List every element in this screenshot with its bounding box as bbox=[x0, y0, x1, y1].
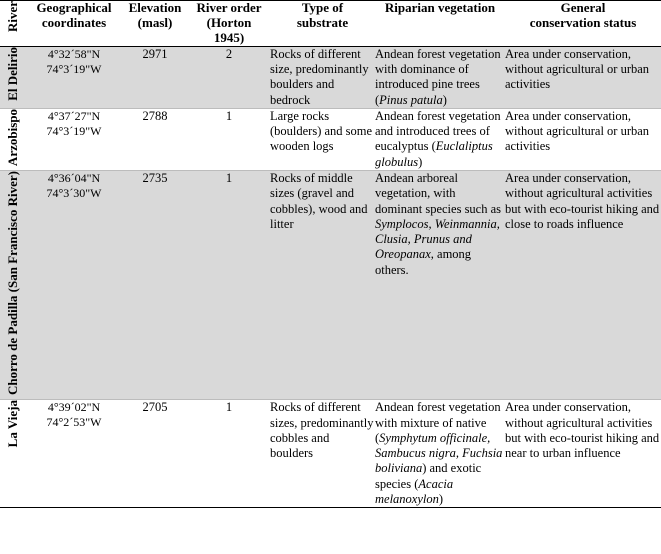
coordinate-latitude: 4°32´58"N bbox=[47, 46, 101, 61]
cell-vegetation bbox=[375, 46, 505, 108]
table-header bbox=[0, 1, 661, 47]
table-row bbox=[0, 46, 661, 108]
vegetation-text: Andean arboreal vegetation, with dominant species such as bbox=[375, 171, 502, 216]
column-header-river-label: River bbox=[4, 1, 20, 33]
column-header-substrate bbox=[270, 1, 375, 47]
column-header-coordinates-line2: coordinates bbox=[41, 14, 107, 30]
column-header-river-order-line1: River order bbox=[196, 0, 262, 15]
column-header-vegetation-label: Riparian vegetation bbox=[384, 0, 496, 15]
cell-river-order: 1 bbox=[188, 108, 270, 170]
table-body bbox=[0, 46, 661, 507]
vegetation-text-end: ) bbox=[418, 154, 423, 169]
table-row bbox=[0, 400, 661, 508]
vegetation-species-name: Symplocos, Weinmannia, Clusia, Prunus and Oreopanax bbox=[375, 216, 500, 262]
cell-vegetation bbox=[375, 171, 505, 400]
cell-vegetation bbox=[375, 108, 505, 170]
vegetation-text: Andean forest vegetation with mixture of native ( bbox=[375, 400, 501, 445]
cell-elevation: 2971 bbox=[122, 46, 188, 108]
column-header-river-order bbox=[188, 1, 270, 47]
vegetation-species-name: Pinus patula bbox=[379, 92, 443, 107]
cell-vegetation bbox=[375, 400, 505, 508]
table-row bbox=[0, 171, 661, 400]
river-name-label: Arzobispo bbox=[5, 108, 21, 166]
cell-substrate: Rocks of different sizes, predominantly cobbles and boulders bbox=[270, 400, 375, 508]
vegetation-species-name: Euclaliptus globulus bbox=[375, 139, 493, 169]
column-header-river-order-line2: (Horton bbox=[206, 14, 252, 30]
cell-substrate: Large rocks (boulders) and some wooden logs bbox=[270, 108, 375, 170]
column-header-coordinates-line1: Geographical bbox=[36, 0, 112, 15]
cell-substrate: Rocks of middle sizes (gravel and cobbles), wood and litter bbox=[270, 171, 375, 400]
vegetation-text-mid: ) and exotic species ( bbox=[375, 461, 482, 491]
river-name-label: El Delirio bbox=[5, 46, 21, 101]
cell-river-name bbox=[0, 171, 26, 400]
coordinate-longitude: 74°3´19"W bbox=[46, 61, 102, 76]
coordinate-latitude: 4°39´02"N bbox=[47, 400, 101, 415]
coordinate-longitude: 74°3´30"W bbox=[46, 186, 102, 201]
cell-river-order: 1 bbox=[188, 400, 270, 508]
cell-coordinates bbox=[26, 400, 122, 508]
cell-coordinates bbox=[26, 171, 122, 400]
cell-coordinates bbox=[26, 108, 122, 170]
cell-conservation-status: Area under conservation, without agricultural or urban activities bbox=[505, 108, 661, 170]
column-header-vegetation bbox=[375, 1, 505, 47]
vegetation-text-end: ) bbox=[438, 491, 444, 506]
column-header-river bbox=[0, 1, 26, 47]
cell-river-order: 1 bbox=[188, 171, 270, 400]
vegetation-species-name-2: Acacia melanoxylon bbox=[375, 476, 454, 506]
cell-substrate: Rocks of different size, predominantly boulders and bedrock bbox=[270, 46, 375, 108]
cell-elevation: 2735 bbox=[122, 171, 188, 400]
table-header-row bbox=[0, 1, 661, 47]
vegetation-text-end: ) bbox=[442, 92, 447, 107]
cell-coordinates bbox=[26, 46, 122, 108]
column-header-coordinates bbox=[26, 1, 122, 47]
cell-elevation: 2705 bbox=[122, 400, 188, 508]
column-header-conservation-status bbox=[505, 1, 661, 47]
column-header-elevation-line1: Elevation bbox=[128, 0, 182, 15]
column-header-substrate-line1: Type of bbox=[301, 0, 344, 15]
coordinate-latitude: 4°36´04"N bbox=[47, 171, 101, 186]
cell-river-order: 2 bbox=[188, 46, 270, 108]
cell-conservation-status: Area under conservation, without agricultural activities but with eco-tourist hiking and close to roads influence bbox=[505, 171, 661, 400]
river-name-label: La Vieja bbox=[5, 400, 21, 448]
river-name-label: Chorro de Padilla (San Francisco River) bbox=[5, 171, 21, 396]
cell-conservation-status: Area under conservation, without agricultural activities but with eco-tourist hiking and near to urban influence bbox=[505, 400, 661, 508]
column-header-elevation bbox=[122, 1, 188, 47]
cell-river-name bbox=[0, 108, 26, 170]
cell-elevation: 2788 bbox=[122, 108, 188, 170]
column-header-elevation-line2: (masl) bbox=[137, 14, 173, 30]
column-header-substrate-line2: substrate bbox=[296, 14, 349, 30]
column-header-conservation-status-line1: General bbox=[560, 0, 606, 15]
column-header-river-order-line3: 1945) bbox=[213, 29, 245, 45]
vegetation-text: Andean forest vegetation and introduced trees of eucalyptus ( bbox=[375, 108, 501, 154]
vegetation-text-end: , among others. bbox=[375, 247, 472, 277]
coordinate-longitude: 74°2´53"W bbox=[46, 415, 102, 430]
cell-river-name bbox=[0, 400, 26, 508]
cell-conservation-status: Area under conservation, without agricultural or urban activities bbox=[505, 46, 661, 108]
column-header-conservation-status-line2: conservation status bbox=[529, 14, 637, 30]
coordinate-longitude: 74°3´19"W bbox=[46, 123, 102, 138]
cell-river-name bbox=[0, 46, 26, 108]
vegetation-species-name: Symphytum officinale, Sambucus nigra, Fuchsia boliviana bbox=[375, 430, 503, 476]
table-row bbox=[0, 108, 661, 170]
coordinate-latitude: 4°37´27"N bbox=[47, 108, 101, 123]
vegetation-text: Andean forest vegetation with dominance of introduced pine trees ( bbox=[375, 46, 501, 107]
